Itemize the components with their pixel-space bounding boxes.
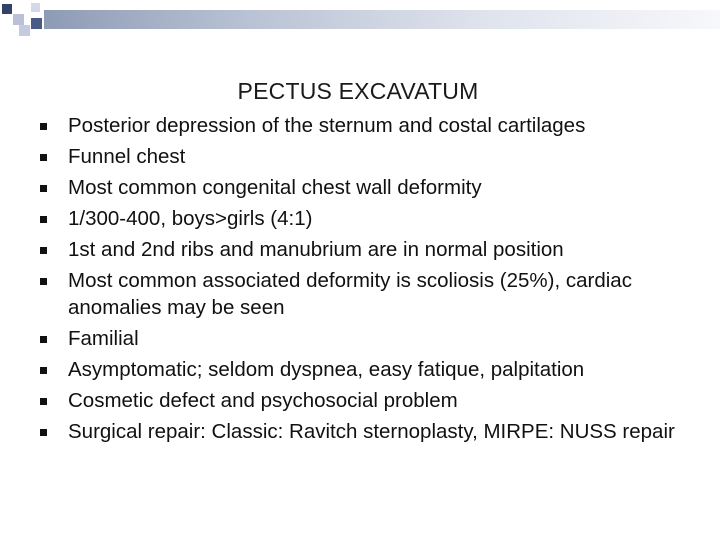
bullet-text: Cosmetic defect and psychosocial problem	[68, 389, 458, 413]
bullet-item	[40, 144, 710, 171]
bullet-text: Most common associated deformity is scoliosis (25%), cardiac anomalies may be seen	[68, 269, 632, 319]
square-bullet-icon	[40, 185, 47, 192]
bullet-item	[40, 388, 710, 415]
bullet-item	[40, 326, 710, 353]
bullet-text: Asymptomatic; seldom dyspnea, easy fatique, palpitation	[68, 358, 585, 382]
square-bullet-icon	[40, 247, 47, 254]
bullet-item	[40, 268, 710, 321]
header-gradient-bar	[44, 10, 720, 29]
square-bullet-icon	[40, 154, 47, 161]
square-bullet-icon	[40, 367, 47, 374]
bullet-item	[40, 419, 710, 446]
header-square-light	[13, 14, 24, 25]
bullet-text: Familial	[68, 327, 139, 351]
slide-title: PECTUS EXCAVATUM	[237, 78, 479, 104]
bullet-item	[40, 113, 710, 140]
bullet-item	[40, 237, 710, 264]
square-bullet-icon	[40, 123, 47, 130]
bullet-item	[40, 175, 710, 202]
square-bullet-icon	[40, 398, 47, 405]
bullet-text: Posterior depression of the sternum and costal cartilages	[68, 114, 586, 137]
header-square-dark	[2, 4, 12, 14]
bullet-text: Most common congenital chest wall deformity	[68, 176, 482, 200]
bullet-item	[40, 206, 710, 233]
bullet-item	[40, 357, 710, 384]
bullet-text: 1/300-400, boys>girls (4:1)	[68, 207, 313, 231]
bullet-list	[40, 113, 710, 450]
square-bullet-icon	[40, 429, 47, 436]
header-square-light	[19, 25, 30, 36]
square-bullet-icon	[40, 216, 47, 223]
square-bullet-icon	[40, 336, 47, 343]
bullet-text: Funnel chest	[68, 145, 186, 169]
square-bullet-icon	[40, 278, 47, 285]
bullet-text: Surgical repair: Classic: Ravitch sternoplasty, MIRPE: NUSS repair	[68, 420, 675, 444]
header-square-light	[31, 3, 40, 12]
header-square-dark	[31, 18, 42, 29]
bullet-text: 1st and 2nd ribs and manubrium are in normal position	[68, 238, 564, 262]
